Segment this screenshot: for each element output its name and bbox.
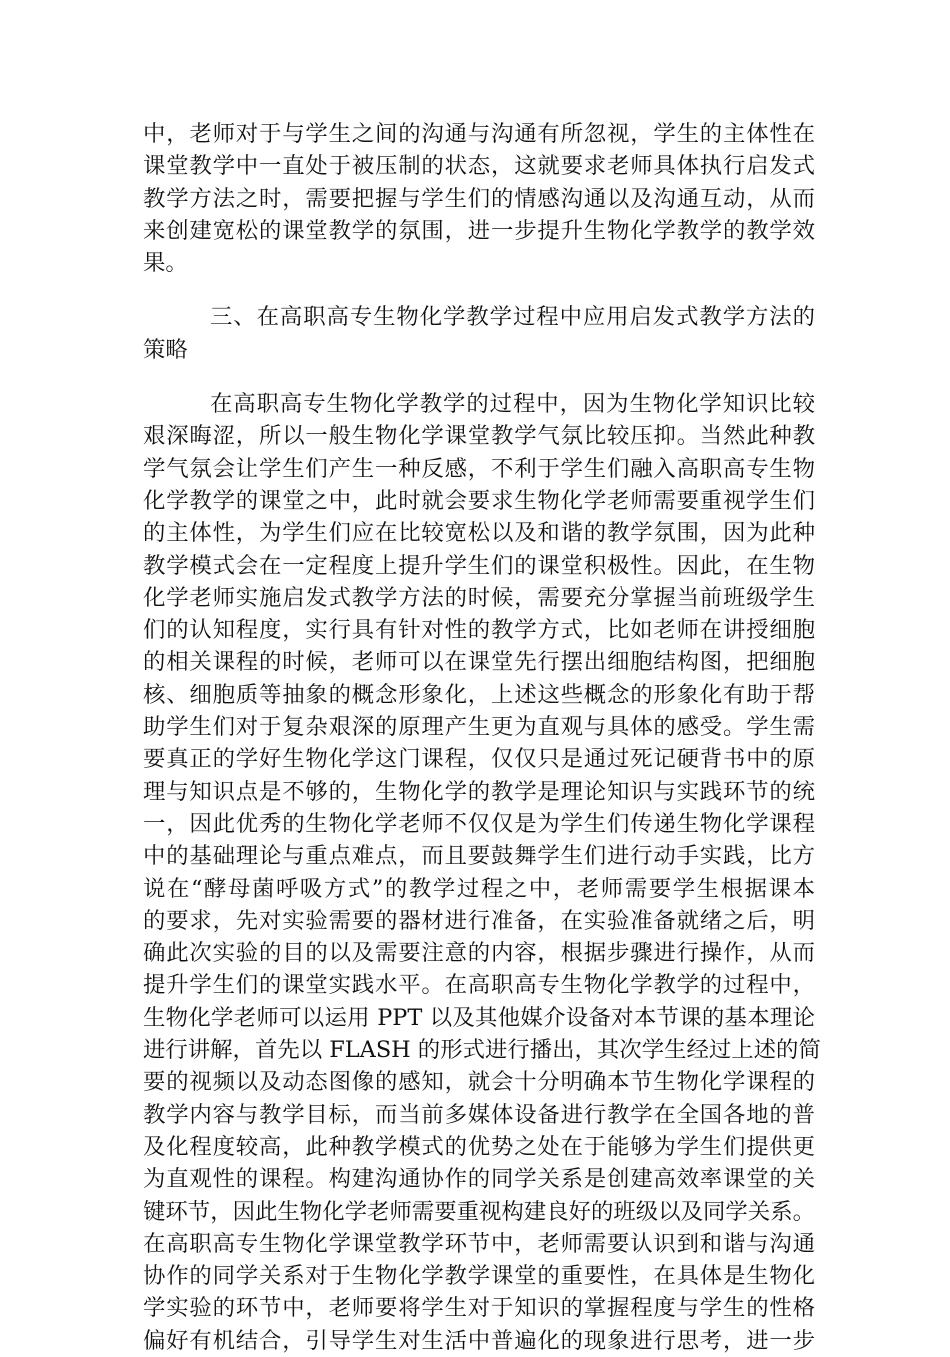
text-line: 在高职高专生物化学教学的过程中，因为生物化学知识比较 <box>210 391 815 418</box>
text-line: 要的视频以及动态图像的感知，就会十分明确本节生物化学课程的 <box>143 1069 815 1096</box>
text-line: 教学方法之时，需要把握与学生们的情感沟通以及沟通互动，从而 <box>143 185 815 212</box>
text-line: 键环节，因此生物化学老师需要重视构建良好的班级以及同学关系。 <box>143 1198 815 1225</box>
text-line: 核、细胞质等抽象的概念形象化，上述这些概念的形象化有助于帮 <box>143 681 815 708</box>
text-line: 的要求，先对实验需要的器材进行准备，在实验准备就绪之后，明 <box>143 907 815 934</box>
text-line: 进行讲解，首先以 FLASH 的形式进行播出，其次学生经过上述的简 <box>143 1037 821 1064</box>
paragraph-main <box>143 388 821 1357</box>
text-line: 化学老师实施启发式教学方法的时候，需要充分掌握当前班级学生 <box>143 584 815 611</box>
text-line: 生物化学老师可以运用 PPT 以及其他媒介设备对本节课的基本理论 <box>143 1004 815 1031</box>
text-line: 协作的同学关系对于生物化学教学课堂的重要性，在具体是生物化 <box>143 1263 815 1290</box>
text-line: 提升学生们的课堂实践水平。在高职高专生物化学教学的过程中， <box>143 972 815 999</box>
text-line: 助学生们对于复杂艰深的原理产生更为直观与具体的感受。学生需 <box>143 714 815 741</box>
section-heading <box>143 301 815 366</box>
text-line: 艰深晦涩，所以一般生物化学课堂教学气氛比较压抑。当然此种教 <box>143 423 815 450</box>
paragraph-continued <box>143 118 815 279</box>
text-line: 要真正的学好生物化学这门课程，仅仅只是通过死记硬背书中的原 <box>143 746 815 773</box>
text-line: 说在“酵母菌呼吸方式”的教学过程之中，老师需要学生根据课本 <box>143 875 815 902</box>
text-line: 学实验的环节中，老师要将学生对于知识的掌握程度与学生的性格 <box>143 1295 815 1322</box>
text-line: 来创建宽松的课堂教学的氛围，进一步提升生物化学教学的教学效 <box>143 217 815 244</box>
text-line: 果。 <box>143 250 188 277</box>
text-line: 们的认知程度，实行具有针对性的教学方式，比如老师在讲授细胞 <box>143 617 815 644</box>
text-line: 偏好有机结合，引导学生对生活中普遍化的现象进行思考，进一步 <box>143 1327 815 1354</box>
text-line: 学气氛会让学生们产生一种反感，不利于学生们融入高职高专生物 <box>143 455 815 482</box>
text-line: 教学模式会在一定程度上提升学生们的课堂积极性。因此，在生物 <box>143 552 815 579</box>
text-line: 及化程度较高，此种教学模式的优势之处在于能够为学生们提供更 <box>143 1133 815 1160</box>
text-line: 的主体性，为学生们应在比较宽松以及和谐的教学氛围，因为此种 <box>143 520 815 547</box>
text-line: 课堂教学中一直处于被压制的状态，这就要求老师具体执行启发式 <box>143 153 815 180</box>
text-line: 确此次实验的目的以及需要注意的内容，根据步骤进行操作，从而 <box>143 940 815 967</box>
text-line: 在高职高专生物化学课堂教学环节中，老师需要认识到和谐与沟通 <box>143 1230 815 1257</box>
text-line: 一，因此优秀的生物化学老师不仅仅是为学生们传递生物化学课程 <box>143 810 815 837</box>
text-line: 教学内容与教学目标，而当前多媒体设备进行教学在全国各地的普 <box>143 1101 815 1128</box>
text-line: 理与知识点是不够的，生物化学的教学是理论知识与实践环节的统 <box>143 778 815 805</box>
heading-line: 策略 <box>143 336 188 363</box>
text-line: 为直观性的课程。构建沟通协作的同学关系是创建高效率课堂的关 <box>143 1166 815 1193</box>
text-line: 的相关课程的时候，老师可以在课堂先行摆出细胞结构图，把细胞 <box>143 649 815 676</box>
heading-line: 三、在高职高专生物化学教学过程中应用启发式教学方法的 <box>210 304 815 331</box>
text-line: 化学教学的课堂之中，此时就会要求生物化学老师需要重视学生们 <box>143 487 815 514</box>
text-line: 中，老师对于与学生之间的沟通与沟通有所忽视，学生的主体性在 <box>143 121 815 147</box>
document-page <box>143 118 821 1357</box>
text-line: 中的基础理论与重点难点，而且要鼓舞学生们进行动手实践，比方 <box>143 843 815 870</box>
